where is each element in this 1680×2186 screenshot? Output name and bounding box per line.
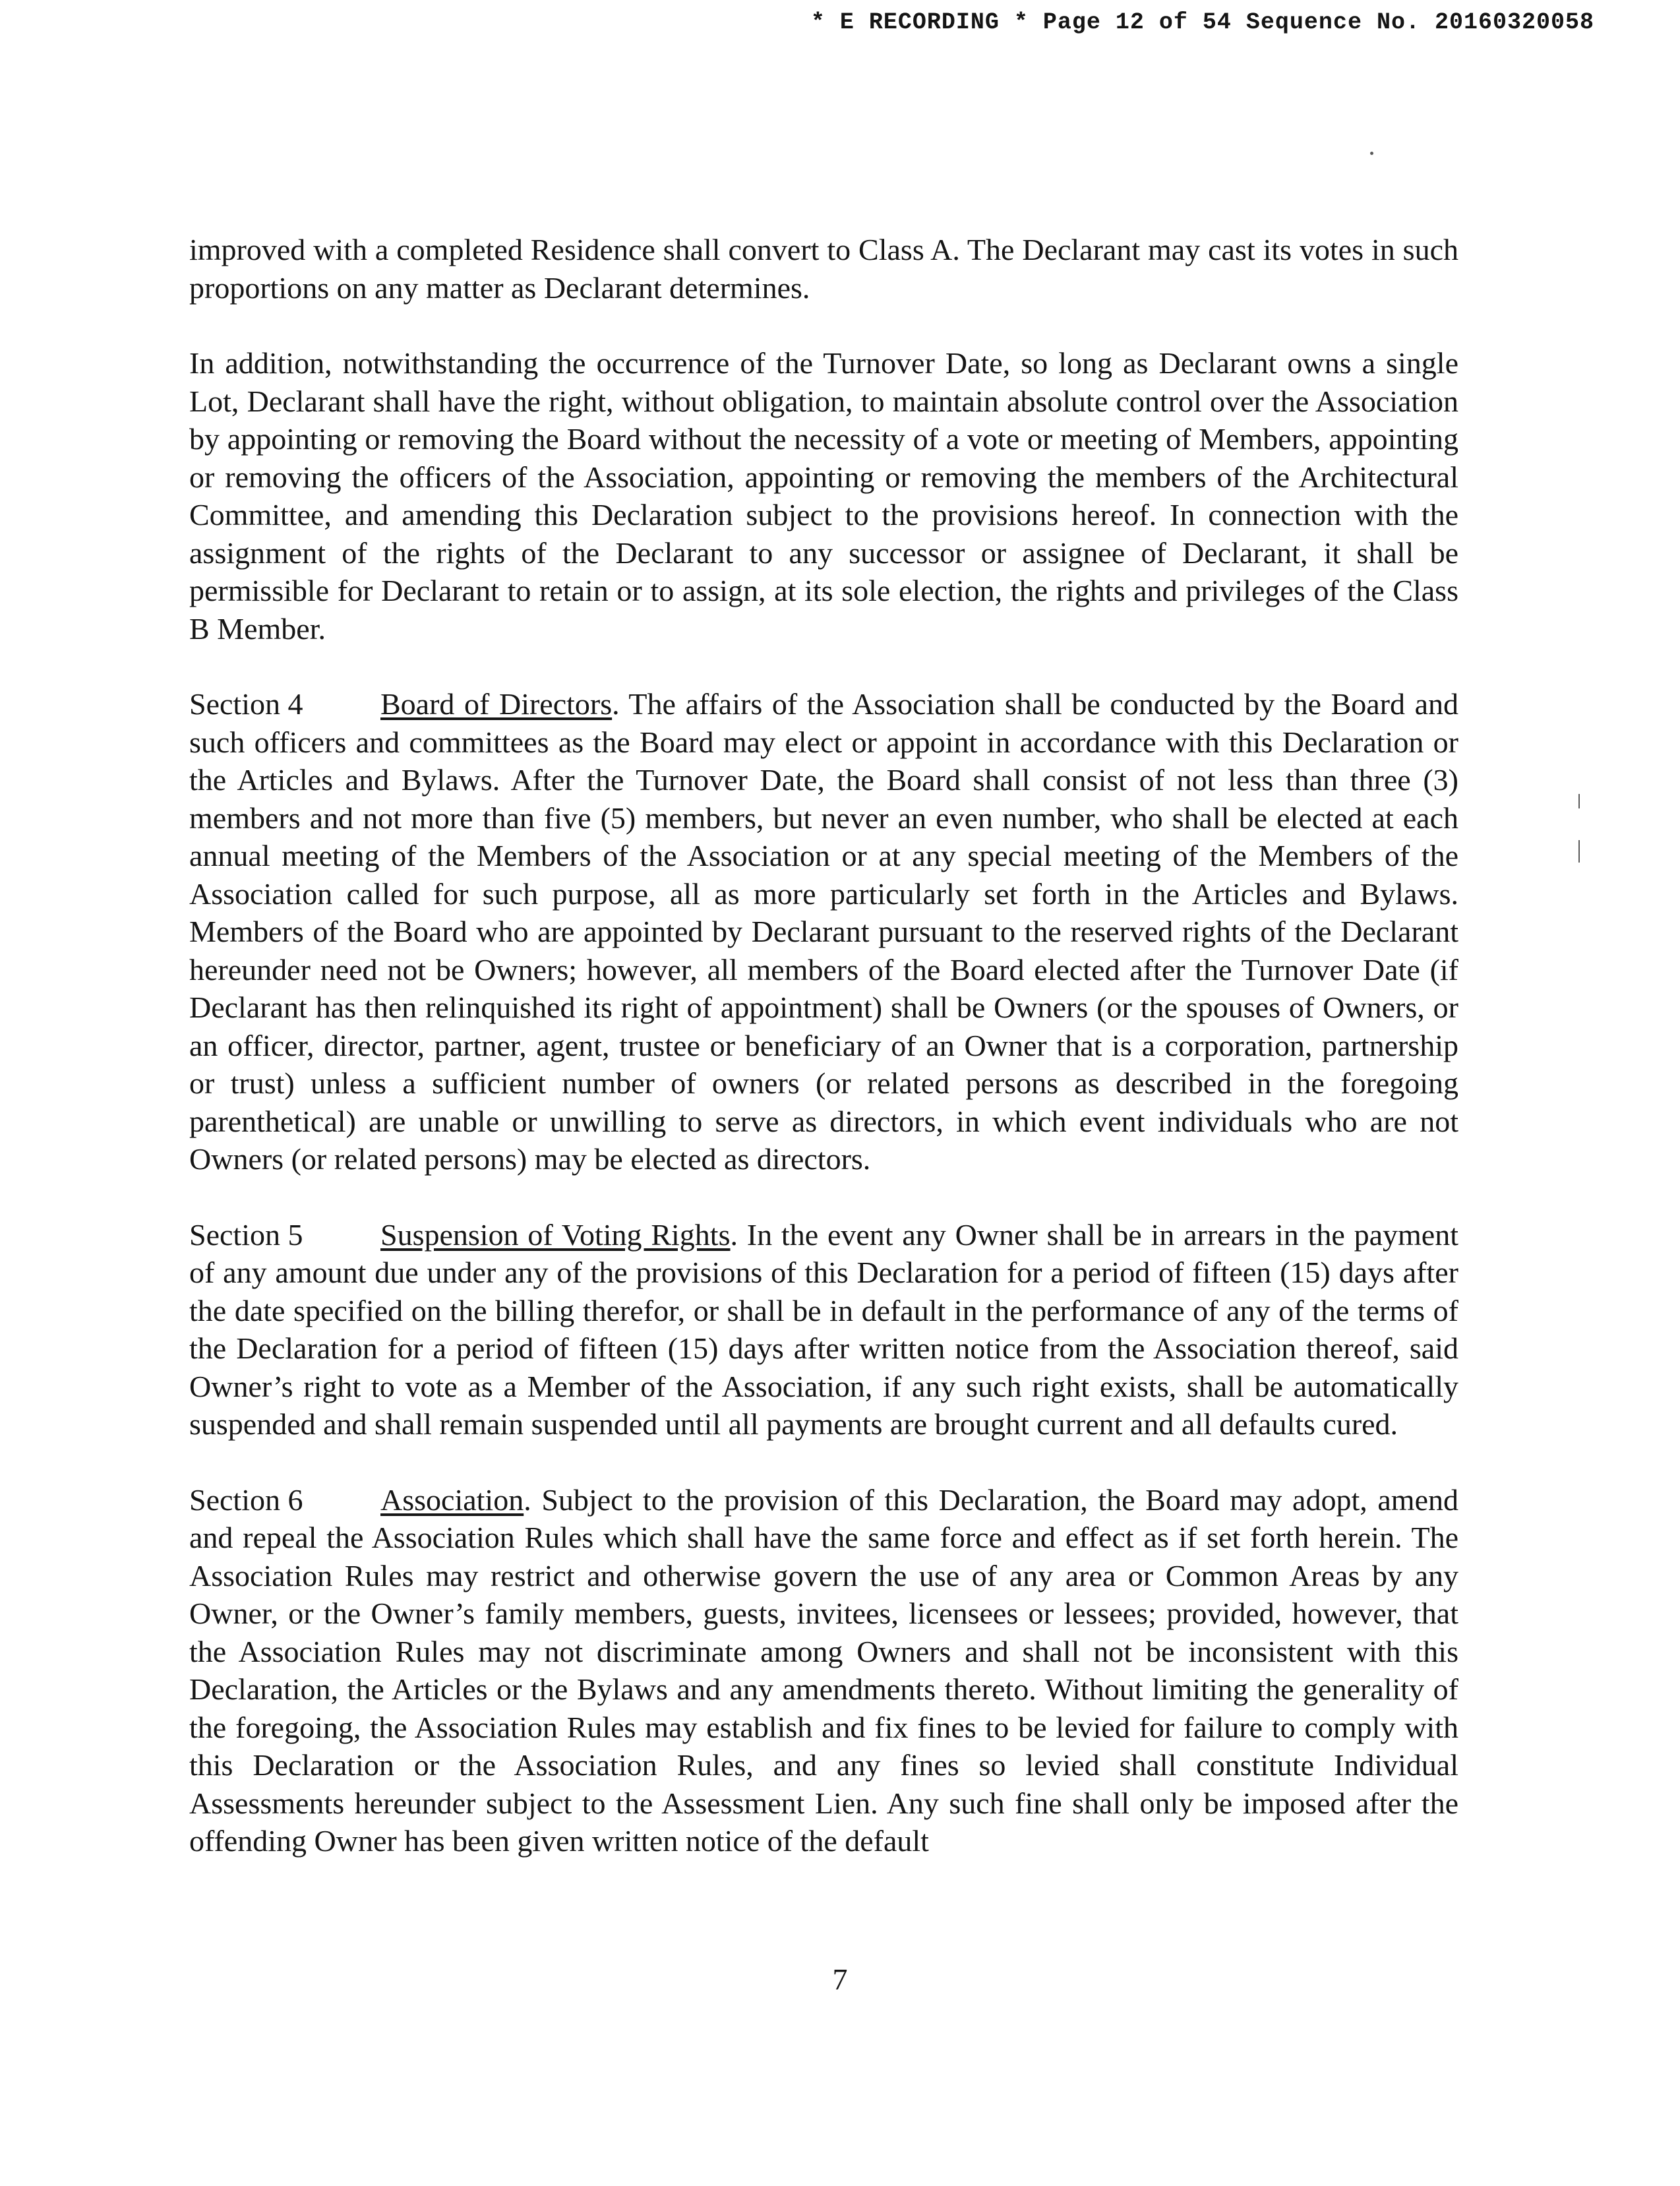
document-body <box>189 231 1458 1898</box>
scan-speck <box>1370 152 1373 155</box>
section-4-board-of-directors <box>189 685 1458 1178</box>
section-4-title: Board of Directors <box>380 687 613 721</box>
paragraph-class-a-conversion: improved with a completed Residence shall convert to Class A. The Declarant may cast its votes in such proportions on any matter as Declarant determines. <box>189 233 1458 305</box>
section-5-suspension-of-voting-rights <box>189 1216 1458 1443</box>
paragraph-declarant-control: In addition, notwithstanding the occurrence of the Turnover Date, so long as Declarant owns a single Lot, Declarant shall have the right, without obligation, to maintain absolute control over the Association by appointing or removing the Board without the necessity of a vote or meeting of Members, appointing or removing the officers of the Association, appointing or removing the members of the Architectural Committee, and amending this Declaration subject to the provisions hereof. In connection with the assignment of the rights of the Declarant to any successor or assignee of Declarant, it shall be permissible for Declarant to retain or to assign, at its sole election, the rights and privileges of the Class B Member. <box>189 346 1458 646</box>
section-6-title: Association <box>380 1482 524 1517</box>
section-5-text: . In the event any Owner shall be in arrears in the payment of any amount due under any of the provisions of this Declaration for a period of fifteen (15) days after the date specified on the billing therefor, or shall be in default in the performance of any of the terms of the Declaration for a period of fifteen (15) days after written notice from the Association thereof, said Owner’s right to vote as a Member of the Association, if any such right exists, shall be automatically suspended and shall remain suspended until all payments are brought current and all defaults cured. <box>189 1217 1458 1441</box>
section-6-label: Section 6 <box>189 1482 303 1517</box>
scan-mark-margin-1 <box>1578 794 1580 808</box>
section-6-text: . Subject to the provision of this Declaration, the Board may adopt, amend and repeal the Association Rules which shall have the same force and effect as if set forth herein. The Association Rules may restrict and otherwise govern the use of any area or Common Areas by any Owner, or the Owner’s family members, guests, invitees, licensees or lessees; provided, however, that the Association Rules may not discriminate among Owners and shall not be inconsistent with this Declaration, the Articles or the Bylaws and any amendments thereto. Without limiting the generality of the foregoing, the Association Rules may establish and fix fines to be levied for failure to comply with this Declaration or the Association Rules, and any fines so levied shall constitute Individual Assessments hereunder subject to the Assessment Lien. Any such fine shall only be imposed after the offending Owner has been given written notice of the default <box>189 1482 1458 1858</box>
scan-mark-margin-2 <box>1578 840 1580 863</box>
page-number: 7 <box>832 1962 848 1996</box>
section-4-text: . The affairs of the Association shall be conducted by the Board and such officers and committees as the Board may elect or appoint in accordance with this Declaration or the Articles and Bylaws. After the Turnover Date, the Board shall consist of not less than three (3) members and not more than five (5) members, but never an even number, who shall be elected at each annual meeting of the Members of the Association or at any special meeting of the Members of the Association called for such purpose, all as more particularly set forth in the Articles and Bylaws. Members of the Board who are appointed by Declarant pursuant to the reserved rights of the Declarant hereunder need not be Owners; however, all members of the Board elected after the Turnover Date (if Declarant has then relinquished its right of appointment) shall be Owners (or the spouses of Owners, or an officer, director, partner, agent, trustee or beneficiary of an Owner that is a corporation, partnership or trust) unless a sufficient number of owners (or related persons as described in the foregoing parenthetical) are unable or unwilling to serve as directors, in which event individuals who are not Owners (or related persons) may be elected as directors. <box>189 687 1458 1176</box>
section-5-title: Suspension of Voting Rights <box>380 1217 731 1252</box>
recording-header: * E RECORDING * Page 12 of 54 Sequence No. 20160320058 <box>810 9 1594 36</box>
section-4-label: Section 4 <box>189 687 303 721</box>
section-6-association <box>189 1481 1458 1860</box>
section-5-label: Section 5 <box>189 1217 303 1252</box>
